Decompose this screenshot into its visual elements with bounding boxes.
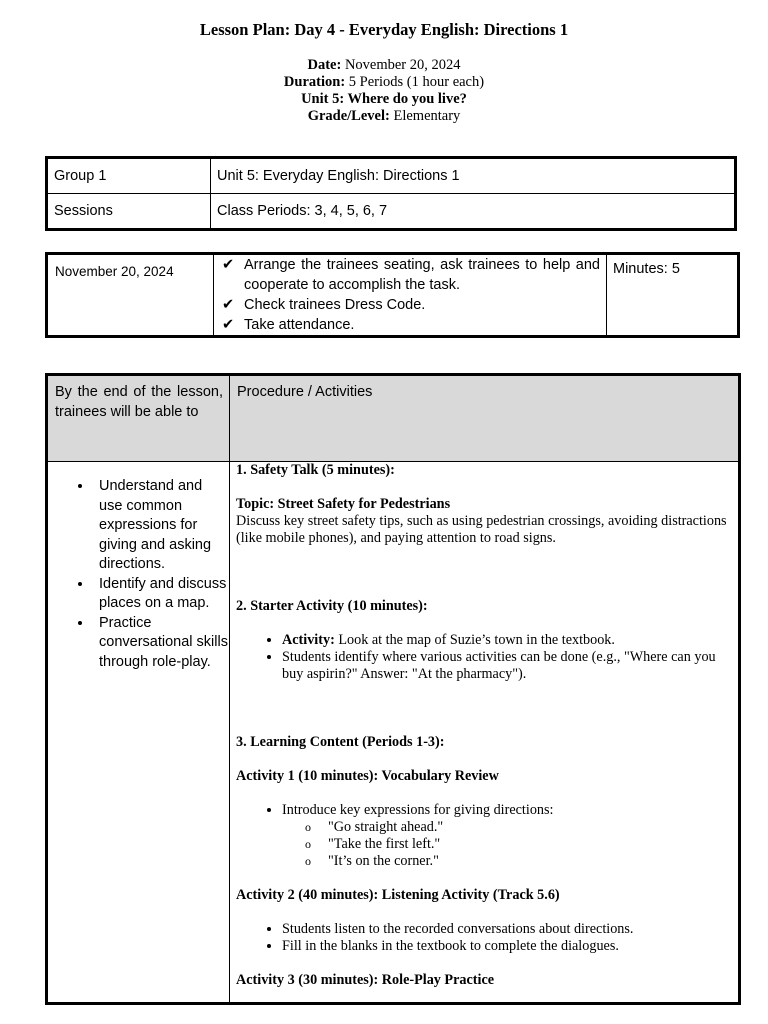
- expression-item: [305, 853, 732, 870]
- procedure-cell: [230, 462, 740, 1004]
- plan-header-row: [47, 375, 740, 462]
- objectives-header: [47, 375, 230, 462]
- plan-table: [45, 373, 741, 1005]
- starter-item: • Students identify where various activities can be done (e.g., "Where can you buy aspirin?" Answer: "At the pharmacy").: [282, 649, 732, 683]
- info-row-sessions: [47, 194, 736, 230]
- activity1-item: [282, 802, 732, 870]
- sessions-label: Sessions: [47, 194, 211, 230]
- procedure-header: Procedure / Activities: [230, 375, 740, 462]
- duration-line: [0, 74, 768, 91]
- starter-list: [236, 632, 732, 683]
- intro-date: November 20, 2024: [47, 254, 214, 337]
- objective-item: • Identify and discuss places on a map.: [93, 575, 229, 614]
- learning-heading: 3. Learning Content (Periods 1-3):: [236, 734, 445, 750]
- group-unit: Unit 5: Everyday English: Directions 1: [211, 158, 736, 194]
- activity1-item-text: Introduce key expressions for giving directions:: [282, 802, 554, 818]
- starter-activity-text: Look at the map of Suzie’s town in the textbook.: [334, 632, 615, 648]
- sub-bullet: o: [305, 837, 311, 851]
- task-item: [222, 315, 600, 335]
- objectives-list: [48, 477, 229, 672]
- intro-minutes: Minutes: 5: [607, 254, 739, 337]
- objective-item: • Practice conversational skills through role-play.: [93, 614, 229, 673]
- sub-bullet: o: [305, 820, 311, 834]
- expression-item: [305, 819, 732, 836]
- activity2-list: [236, 921, 732, 955]
- task-text: Take attendance.: [244, 317, 355, 333]
- expressions-list: [282, 819, 732, 870]
- plan-body-row: [47, 462, 740, 1004]
- safety-topic: Topic: Street Safety for Pedestrians: [236, 496, 451, 512]
- checkmark-icon: ✔: [222, 317, 235, 333]
- group-label: Group 1: [47, 158, 211, 194]
- task-item: [222, 295, 600, 315]
- activity2-item: • Students listen to the recorded conversations about directions.: [282, 921, 732, 938]
- starter-heading: 2. Starter Activity (10 minutes):: [236, 598, 428, 614]
- unit-title: Unit 5: Where do you live?: [301, 91, 467, 107]
- task-text: Check trainees Dress Code.: [244, 297, 426, 313]
- activity2-heading: Activity 2 (40 minutes): Listening Activity (Track 5.6): [236, 887, 560, 903]
- info-table: [45, 156, 737, 231]
- unit-line: [0, 91, 768, 108]
- task-checklist: [222, 255, 600, 335]
- task-text: Arrange the trainees seating, ask trainees to help and cooperate to accomplish the task.: [244, 257, 600, 293]
- activity2-item: • Fill in the blanks in the textbook to complete the dialogues.: [282, 938, 732, 955]
- activity1-heading: Activity 1 (10 minutes): Vocabulary Review: [236, 768, 499, 784]
- objectives-header-text: By the end of the lesson, trainees will be able to: [55, 384, 223, 420]
- safety-heading: 1. Safety Talk (5 minutes):: [236, 462, 395, 478]
- duration-value: 5 Periods (1 hour each): [348, 74, 485, 90]
- objectives-cell: [47, 462, 230, 1004]
- grade-value: Elementary: [393, 108, 461, 124]
- task-item: [222, 255, 600, 295]
- objective-item: • Understand and use common expressions for giving and asking directions.: [93, 477, 229, 575]
- lesson-meta: [0, 57, 768, 125]
- sessions-value: Class Periods: 3, 4, 5, 6, 7: [211, 194, 736, 230]
- checkmark-icon: ✔: [222, 297, 235, 313]
- duration-label: Duration:: [283, 74, 346, 90]
- expression-text: "Go straight ahead.": [328, 819, 444, 835]
- page-title: Lesson Plan: Day 4 - Everyday English: Directions 1: [199, 20, 569, 39]
- grade-line: [0, 108, 768, 125]
- starter-item: [282, 632, 732, 649]
- date-label: Date:: [307, 57, 342, 73]
- date-line: [0, 57, 768, 74]
- info-row-group: [47, 158, 736, 194]
- checkmark-icon: ✔: [222, 257, 235, 273]
- intro-table: [45, 252, 740, 338]
- activity1-list: [236, 802, 732, 870]
- safety-text: Discuss key street safety tips, such as using pedestrian crossings, avoiding distractions (like mobile phones), and paying attention to road signs.: [236, 513, 727, 546]
- expression-text: "Take the first left.": [328, 836, 441, 852]
- expression-text: "It’s on the corner.": [328, 853, 439, 869]
- expression-item: [305, 836, 732, 853]
- sub-bullet: o: [305, 854, 311, 868]
- grade-label: Grade/Level:: [307, 108, 390, 124]
- intro-tasks: [214, 254, 607, 337]
- activity3-heading: Activity 3 (30 minutes): Role-Play Practice: [236, 972, 495, 988]
- date-value: November 20, 2024: [344, 57, 461, 73]
- starter-activity-label: Activity:: [282, 632, 335, 648]
